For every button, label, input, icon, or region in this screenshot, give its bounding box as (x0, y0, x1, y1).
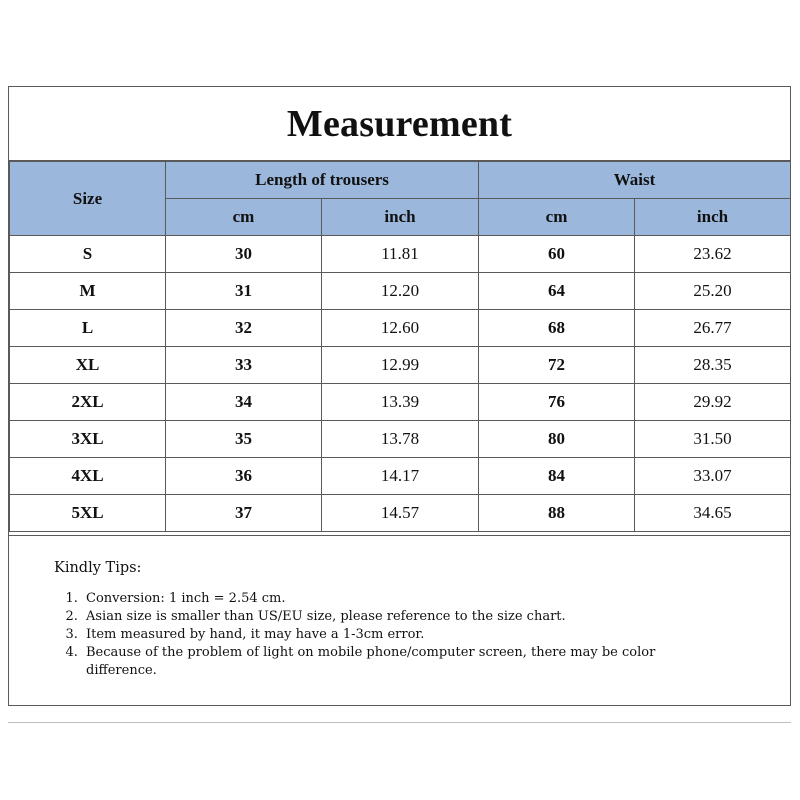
cell-size: 5XL (10, 495, 166, 532)
cell-waist-cm: 84 (479, 458, 635, 495)
unit-header-length-inch: inch (322, 199, 479, 236)
cell-length-inch: 12.99 (322, 347, 479, 384)
cell-size: 2XL (10, 384, 166, 421)
table-row (10, 273, 791, 310)
cell-waist-cm: 60 (479, 236, 635, 273)
cell-length-inch: 12.20 (322, 273, 479, 310)
cell-length-cm: 30 (166, 236, 322, 273)
cell-length-inch: 11.81 (322, 236, 479, 273)
cell-size: S (10, 236, 166, 273)
tips-title: Kindly Tips: (54, 560, 142, 576)
table-row (10, 310, 791, 347)
cell-waist-cm: 64 (479, 273, 635, 310)
tip-item: 2. Asian size is smaller than US/EU size, please reference to the size chart. (82, 608, 686, 626)
cell-waist-cm: 72 (479, 347, 635, 384)
cell-size: XL (10, 347, 166, 384)
cell-waist-inch: 31.50 (635, 421, 791, 458)
cell-waist-inch: 23.62 (635, 236, 791, 273)
cell-length-cm: 33 (166, 347, 322, 384)
cell-waist-cm: 68 (479, 310, 635, 347)
kindly-tips (9, 535, 790, 706)
cell-length-inch: 13.78 (322, 421, 479, 458)
cell-waist-inch: 25.20 (635, 273, 791, 310)
cell-size: 3XL (10, 421, 166, 458)
table-body (10, 236, 791, 532)
tip-item: 3. Item measured by hand, it may have a 1-3cm error. (82, 626, 686, 644)
cell-waist-cm: 88 (479, 495, 635, 532)
tip-item: 1. Conversion: 1 inch = 2.54 cm. (82, 590, 686, 608)
table-row (10, 347, 791, 384)
cell-waist-inch: 33.07 (635, 458, 791, 495)
table-row (10, 384, 791, 421)
cell-waist-cm: 76 (479, 384, 635, 421)
cell-size: 4XL (10, 458, 166, 495)
cell-length-cm: 32 (166, 310, 322, 347)
page-title: Measurement (9, 87, 790, 161)
table-row (10, 421, 791, 458)
unit-header-waist-cm: cm (479, 199, 635, 236)
cell-length-inch: 14.57 (322, 495, 479, 532)
cell-waist-inch: 29.92 (635, 384, 791, 421)
cell-length-cm: 37 (166, 495, 322, 532)
tip-item: 4. Because of the problem of light on mobile phone/computer screen, there may be color difference. (82, 644, 686, 680)
table-row (10, 458, 791, 495)
cell-length-cm: 31 (166, 273, 322, 310)
tips-list (54, 590, 790, 680)
table-row (10, 236, 791, 273)
size-chart-table (9, 161, 791, 532)
cell-length-inch: 14.17 (322, 458, 479, 495)
table-header (10, 162, 791, 236)
measurement-card (8, 86, 791, 706)
header-row-groups (10, 162, 791, 199)
column-group-length: Length of trousers (166, 162, 479, 199)
table-row (10, 495, 791, 532)
cell-length-inch: 13.39 (322, 384, 479, 421)
cell-waist-cm: 80 (479, 421, 635, 458)
cell-length-cm: 34 (166, 384, 322, 421)
cell-length-cm: 35 (166, 421, 322, 458)
cell-length-cm: 36 (166, 458, 322, 495)
unit-header-waist-inch: inch (635, 199, 791, 236)
cell-waist-inch: 34.65 (635, 495, 791, 532)
cell-length-inch: 12.60 (322, 310, 479, 347)
unit-header-length-cm: cm (166, 199, 322, 236)
column-group-waist: Waist (479, 162, 791, 199)
cell-size: L (10, 310, 166, 347)
column-header-size: Size (10, 162, 166, 236)
cell-waist-inch: 28.35 (635, 347, 791, 384)
cell-size: M (10, 273, 166, 310)
bottom-divider (8, 722, 791, 723)
cell-waist-inch: 26.77 (635, 310, 791, 347)
